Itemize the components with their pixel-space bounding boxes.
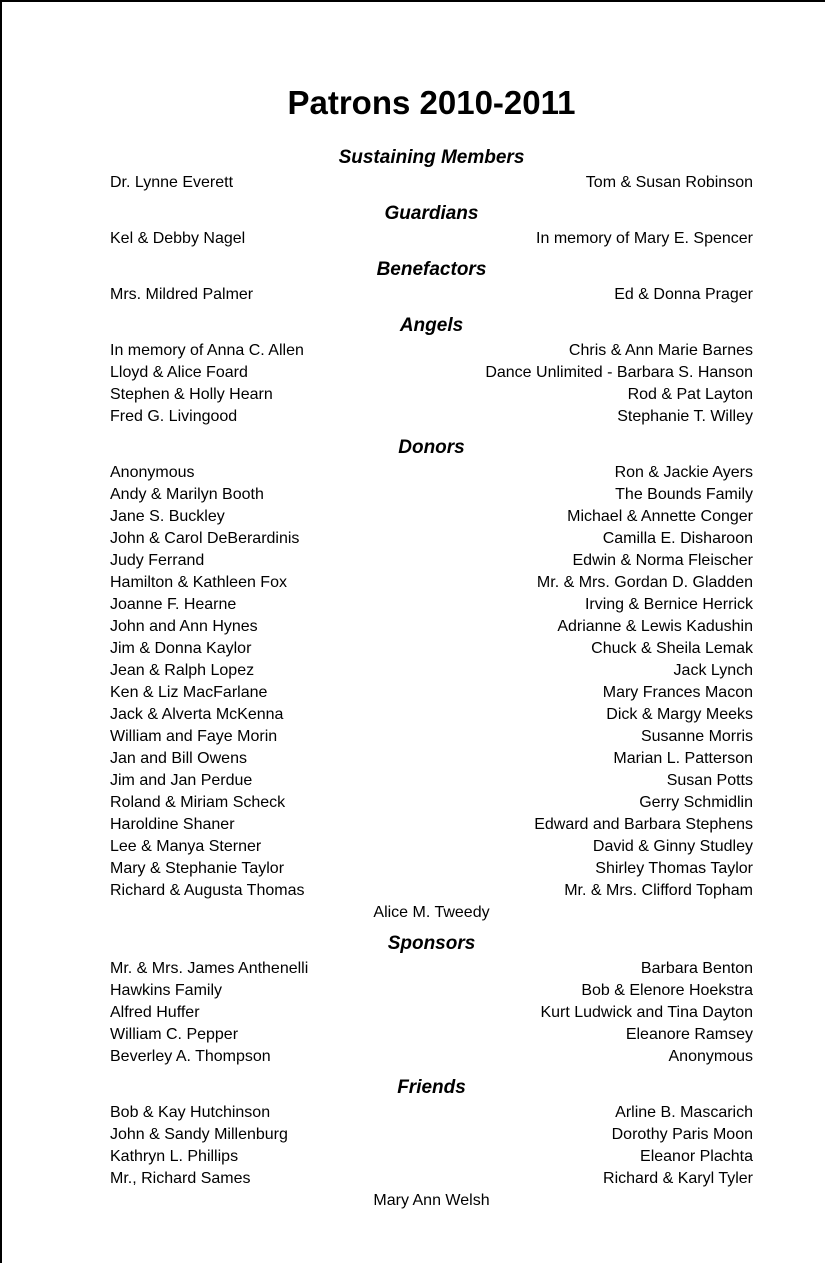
patron-row xyxy=(110,958,753,980)
patron-name-left: Fred G. Livingood xyxy=(110,408,238,425)
patron-name-right: The Bounds Family xyxy=(615,486,753,503)
patron-name-right: Dance Unlimited - Barbara S. Hanson xyxy=(485,364,753,381)
patron-row xyxy=(110,340,753,362)
patron-row xyxy=(110,384,753,406)
patron-row xyxy=(110,1124,753,1146)
patron-name-left: Kathryn L. Phillips xyxy=(110,1148,239,1165)
patron-name-left: Jane S. Buckley xyxy=(110,508,225,525)
patron-name-right: Stephanie T. Willey xyxy=(617,408,753,425)
patron-name-left: Hamilton & Kathleen Fox xyxy=(110,574,287,591)
patron-row xyxy=(110,682,753,704)
patron-name-left: Mr. & Mrs. James Anthenelli xyxy=(110,960,309,977)
patron-name-left: Judy Ferrand xyxy=(110,552,205,569)
patron-name-left: Bob & Kay Hutchinson xyxy=(110,1104,271,1121)
patron-name-left: Lee & Manya Sterner xyxy=(110,838,262,855)
patron-name-right: Mr. & Mrs. Gordan D. Gladden xyxy=(536,574,753,591)
patron-name-left: Jim and Jan Perdue xyxy=(110,772,253,789)
patron-name-right: Chris & Ann Marie Barnes xyxy=(568,342,753,359)
patron-row xyxy=(110,616,753,638)
patron-name-right: Shirley Thomas Taylor xyxy=(595,860,753,877)
patron-row xyxy=(110,550,753,572)
patron-name-left: Lloyd & Alice Foard xyxy=(110,364,248,381)
section-angels xyxy=(110,315,753,428)
page-border-top xyxy=(0,0,825,2)
patron-row xyxy=(110,406,753,428)
patron-row xyxy=(110,528,753,550)
patron-row xyxy=(110,792,753,814)
patron-name-right: Eleanor Plachta xyxy=(640,1148,753,1165)
patron-name-right: Michael & Annette Conger xyxy=(567,508,753,525)
patron-name-left: Mrs. Mildred Palmer xyxy=(110,286,254,303)
patron-name-right: Adrianne & Lewis Kadushin xyxy=(557,618,753,635)
patron-name-left: Ken & Liz MacFarlane xyxy=(110,684,268,701)
patron-name-right: Chuck & Sheila Lemak xyxy=(591,640,753,657)
patron-row xyxy=(110,880,753,902)
patron-row xyxy=(110,726,753,748)
patron-name-left: In memory of Anna C. Allen xyxy=(110,342,304,359)
patron-name-right: Barbara Benton xyxy=(640,960,753,977)
section-sponsors xyxy=(110,933,753,1068)
patron-row xyxy=(110,506,753,528)
patron-name-right: Irving & Bernice Herrick xyxy=(584,596,753,613)
patron-row xyxy=(110,228,753,250)
section-benefactors xyxy=(110,259,753,306)
patron-row xyxy=(110,660,753,682)
patron-name-right: Arline B. Mascarich xyxy=(615,1104,753,1121)
patron-name-left: Anonymous xyxy=(110,464,195,481)
patron-name-left: Dr. Lynne Everett xyxy=(110,174,234,191)
patron-name-left: Jean & Ralph Lopez xyxy=(110,662,255,679)
patron-name-left: John and Ann Hynes xyxy=(110,618,258,635)
patron-name-right: Richard & Karyl Tyler xyxy=(603,1170,753,1187)
patron-name-left: Jack & Alverta McKenna xyxy=(110,706,284,723)
patron-row xyxy=(110,572,753,594)
patron-name-left: Hawkins Family xyxy=(110,982,223,999)
patron-name-left: Richard & Augusta Thomas xyxy=(110,882,305,899)
patron-name-right: Anonymous xyxy=(668,1048,753,1065)
patron-name-left: Roland & Miriam Scheck xyxy=(110,794,286,811)
patron-row xyxy=(110,836,753,858)
patron-name-right: Mary Frances Macon xyxy=(602,684,753,701)
patron-name-right: Marian L. Patterson xyxy=(613,750,753,767)
section-donors xyxy=(110,437,753,924)
patron-name-right: Tom & Susan Robinson xyxy=(585,174,753,191)
patron-name-left: Mr., Richard Sames xyxy=(110,1170,251,1187)
patron-name-left: Mary & Stephanie Taylor xyxy=(110,860,285,877)
page-border-left xyxy=(0,0,2,1263)
patron-name-right: Camilla E. Disharoon xyxy=(602,530,753,547)
patron-row xyxy=(110,284,753,306)
patron-name-right: Ed & Donna Prager xyxy=(614,286,753,303)
patron-name-right: Susanne Morris xyxy=(640,728,753,745)
patron-name-right: Bob & Elenore Hoekstra xyxy=(581,982,753,999)
section-guardians xyxy=(110,203,753,250)
patron-name-left: Joanne F. Hearne xyxy=(110,596,237,613)
section-friends xyxy=(110,1077,753,1212)
section-heading: Angels xyxy=(399,315,464,336)
patron-name-right: Edward and Barbara Stephens xyxy=(534,816,753,833)
patron-name-right: In memory of Mary E. Spencer xyxy=(536,230,753,247)
patron-name-left: Alfred Huffer xyxy=(110,1004,200,1021)
patron-row xyxy=(110,172,753,194)
patron-name-left: Beverley A. Thompson xyxy=(110,1048,271,1065)
patron-row xyxy=(110,704,753,726)
patron-row xyxy=(110,980,753,1002)
section-heading: Guardians xyxy=(384,203,479,224)
patron-row xyxy=(110,638,753,660)
patron-name-left: William C. Pepper xyxy=(110,1026,239,1043)
patron-name-right: Susan Potts xyxy=(666,772,753,789)
patron-name-right: Jack Lynch xyxy=(673,662,753,679)
patron-row xyxy=(110,1102,753,1124)
patron-row xyxy=(110,858,753,880)
patron-name-left: Jan and Bill Owens xyxy=(110,750,247,767)
patron-name-left: Andy & Marilyn Booth xyxy=(110,486,264,503)
patron-name-right: Rod & Pat Layton xyxy=(627,386,753,403)
patron-name-centered: Alice M. Tweedy xyxy=(373,904,490,921)
patron-row xyxy=(110,1024,753,1046)
patron-name-centered: Mary Ann Welsh xyxy=(373,1192,490,1209)
patron-row xyxy=(110,748,753,770)
patron-row xyxy=(110,1046,753,1068)
sections-container xyxy=(110,147,753,1212)
patron-name-left: John & Sandy Millenburg xyxy=(110,1126,288,1143)
patron-name-left: John & Carol DeBerardinis xyxy=(110,530,300,547)
patron-name-left: William and Faye Morin xyxy=(110,728,278,745)
patron-name-left: Jim & Donna Kaylor xyxy=(110,640,252,657)
patron-row xyxy=(110,770,753,792)
patron-name-left: Kel & Debby Nagel xyxy=(110,230,246,247)
patron-row xyxy=(110,1146,753,1168)
patron-name-right: Kurt Ludwick and Tina Dayton xyxy=(540,1004,753,1021)
patron-name-right: Mr. & Mrs. Clifford Topham xyxy=(564,882,753,899)
page-title: Patrons 2010-2011 xyxy=(287,84,576,121)
patron-row xyxy=(110,814,753,836)
patron-name-left: Haroldine Shaner xyxy=(110,816,235,833)
patron-name-right: Ron & Jackie Ayers xyxy=(614,464,753,481)
patron-name-right: Eleanore Ramsey xyxy=(625,1026,753,1043)
patron-row xyxy=(110,362,753,384)
section-heading: Sustaining Members xyxy=(338,147,525,168)
section-sustaining-members xyxy=(110,147,753,194)
patron-row xyxy=(110,1002,753,1024)
patron-name-right: Dorothy Paris Moon xyxy=(611,1126,753,1143)
patron-row xyxy=(110,484,753,506)
section-heading: Friends xyxy=(397,1077,466,1098)
patron-row xyxy=(110,594,753,616)
patron-name-right: David & Ginny Studley xyxy=(592,838,753,855)
patron-row xyxy=(110,1168,753,1190)
section-heading: Benefactors xyxy=(376,259,487,280)
patron-name-right: Edwin & Norma Fleischer xyxy=(572,552,753,569)
patron-name-left: Stephen & Holly Hearn xyxy=(110,386,273,403)
section-heading: Donors xyxy=(398,437,465,458)
section-heading: Sponsors xyxy=(387,933,476,954)
patron-name-right: Dick & Margy Meeks xyxy=(606,706,753,723)
patron-name-right: Gerry Schmidlin xyxy=(639,794,753,811)
patron-row xyxy=(110,462,753,484)
